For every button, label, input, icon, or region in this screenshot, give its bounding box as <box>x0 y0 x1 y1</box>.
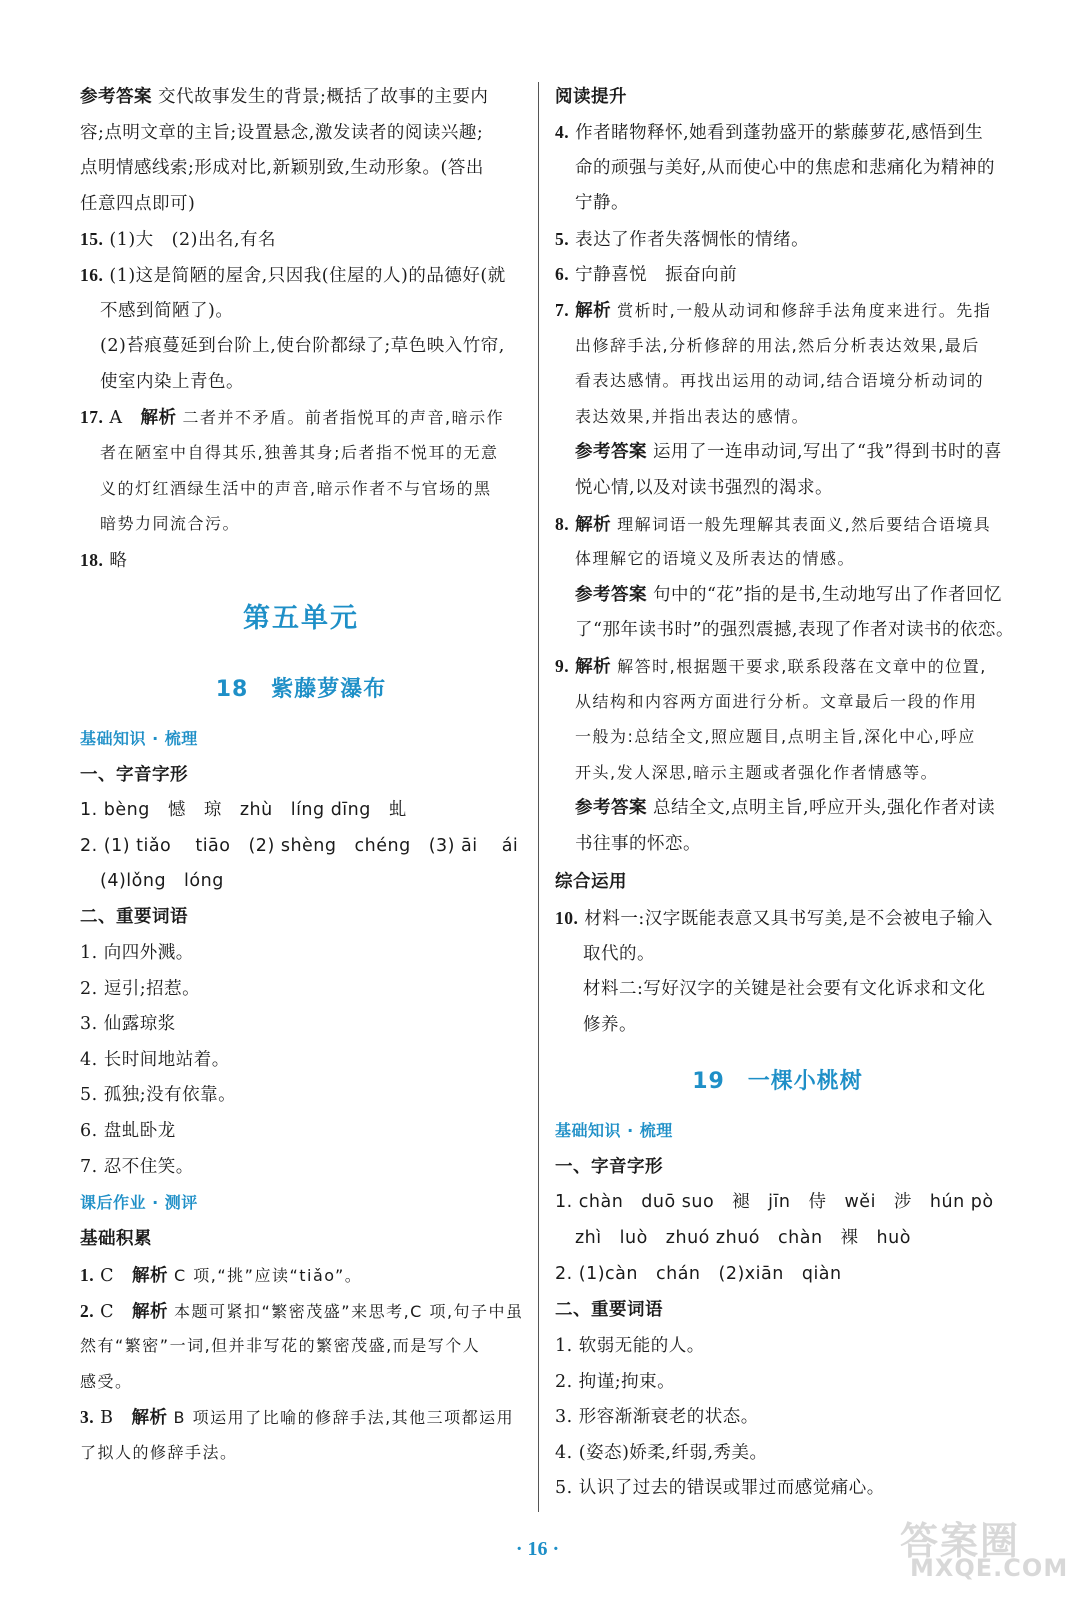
text-line <box>575 619 1014 641</box>
item-number: 3. <box>80 1407 95 1428</box>
subheading-pronunciation-19: 一、字音字形 <box>555 1157 663 1177</box>
analysis-text: 感受。 <box>80 1371 133 1391</box>
keyword-label: 解析 <box>575 301 612 321</box>
answer-text: (2)苔痕蔓延到台阶上,使台阶都绿了;草色映入竹帘, <box>100 336 505 357</box>
keyword-label: 参考答案 <box>575 442 647 463</box>
text-line <box>555 513 1000 536</box>
text-line <box>80 1406 522 1429</box>
answer-text: A <box>109 408 141 429</box>
pinyin-answer-19-1: 1. chàn duō suo 褪 jīn 侍 wěi 涉 hún pò <box>555 1192 994 1212</box>
vocab-item: 2. 逗引;招惹。 <box>80 978 201 999</box>
text-line <box>575 370 1000 392</box>
text-line <box>555 299 1000 322</box>
answer-text: 容;点明文章的主旨;设置悬念,激发读者的阅读兴趣; <box>80 122 484 143</box>
item-number: 6. <box>555 264 570 285</box>
vocab-item: 4. (姿态)娇柔,纤弱,秀美。 <box>555 1442 768 1463</box>
item-number: 17. <box>80 407 104 428</box>
text-line <box>575 441 1000 463</box>
pinyin-answer-2-cont: (4)lǒng lóng <box>100 871 224 891</box>
text-line <box>100 371 522 393</box>
text-line <box>80 1371 522 1393</box>
item-number: 16. <box>80 265 104 285</box>
subheading-reading: 阅读提升 <box>555 87 627 107</box>
text-line <box>80 406 522 429</box>
analysis-text: 开头,发人深思,暗示主题或者强化作者情感等。 <box>575 762 939 782</box>
keyword-label: 解析 <box>131 1408 168 1429</box>
text-line <box>575 833 1000 855</box>
answer-text: 运用了一连串动词,写出了“我”得到书时的喜 <box>653 442 1002 463</box>
answer-text: 取代的。 <box>583 943 655 964</box>
analysis-text: 解答时,根据题干要求,联系段落在文章中的位置, <box>617 657 987 676</box>
keyword-label: 参考答案 <box>575 584 647 605</box>
vocab-item: 5. 孤独;没有依靠。 <box>80 1085 237 1106</box>
keyword-label: 解析 <box>132 1266 169 1286</box>
subheading-comprehensive: 综合运用 <box>555 872 627 892</box>
vocab-item: 3. 仙露琼浆 <box>80 1014 176 1035</box>
text-line <box>100 442 522 464</box>
text-line <box>80 86 522 108</box>
pinyin-answer-19-1-cont: zhì luò zhuó zhuó chàn 裸 huò <box>575 1228 911 1248</box>
analysis-text: 体理解它的语境义及所表达的情感。 <box>575 549 856 569</box>
text-line <box>80 193 522 215</box>
lesson-title-18: 18 紫藤萝瀑布 <box>215 677 387 702</box>
text-line <box>583 1014 1000 1036</box>
text-line <box>80 157 522 179</box>
pinyin-answer-2: 2. (1) tiǎo tiāo (2) shèng chéng (3) āi ái <box>80 836 519 856</box>
text-line <box>575 797 1000 819</box>
answer-text: 了“那年读书时”的强烈震撼,表现了作者对读书的依恋。 <box>575 620 1014 641</box>
text-line <box>80 1442 522 1464</box>
lesson-title-19: 19 一棵小桃树 <box>692 1069 863 1094</box>
vocab-item: 6. 盘虬卧龙 <box>80 1121 176 1141</box>
keyword-label: 解析 <box>575 514 612 535</box>
item-number: 2. <box>80 1300 95 1321</box>
text-line <box>575 335 1000 357</box>
text-line <box>575 477 1000 499</box>
analysis-text: 一般为:总结全文,照应题目,点明主旨,深化中心,呼应 <box>575 727 976 747</box>
item-number: 4. <box>555 122 570 142</box>
text-line <box>555 263 1000 286</box>
item-number: 7. <box>555 300 570 320</box>
watermark-url: MXQE.COM <box>910 1554 1069 1582</box>
text-line <box>555 655 1000 678</box>
text-line <box>555 121 1000 144</box>
vocab-item: 7. 忍不住笑。 <box>80 1156 194 1177</box>
answer-text: 点明情感线索;形成对比,新颖别致,生动形象。(答出 <box>80 158 484 179</box>
pinyin-answer-1: 1. bèng 憾 琼 zhù líng dīng 虬 <box>80 800 407 820</box>
column-divider <box>538 82 539 1512</box>
text-line <box>555 907 1000 930</box>
vocab-item: 4. 长时间地站着。 <box>80 1049 230 1070</box>
text-line <box>100 300 522 322</box>
text-line <box>80 122 522 144</box>
text-line <box>80 1335 522 1357</box>
analysis-text: 义的灯红酒绿生活中的声音,暗示作者不与官场的黑 <box>100 478 492 498</box>
vocab-item: 2. 拘谨;拘束。 <box>555 1371 676 1392</box>
keyword-label: 参考答案 <box>575 798 647 819</box>
answer-text: 句中的“花”指的是书,生动地写出了作者回忆 <box>653 584 1002 605</box>
text-line <box>575 157 1000 179</box>
analysis-text: 理解词语一般先理解其表面义,然后要结合语境具 <box>617 514 992 534</box>
answer-text: 命的顽强与美好,从而使心中的焦虑和悲痛化为精神的 <box>575 157 996 178</box>
subheading-vocabulary-19: 二、重要词语 <box>555 1300 663 1320</box>
text-line <box>583 943 1000 965</box>
answer-text: 书往事的怀恋。 <box>575 834 701 854</box>
answer-text: 宁静。 <box>575 193 629 214</box>
answer-text: 略 <box>109 550 128 571</box>
item-number: 9. <box>555 656 570 676</box>
text-line <box>575 762 1000 784</box>
text-line <box>80 549 522 572</box>
item-number: 10. <box>555 908 579 928</box>
analysis-text: 赏析时,一般从动词和修辞手法角度来进行。先指 <box>617 301 992 320</box>
text-line <box>575 406 1000 428</box>
answer-text: 交代故事发生的背景;概括了故事的主要内 <box>158 87 489 107</box>
analysis-text: 了拟人的修辞手法。 <box>80 1443 238 1462</box>
text-line <box>80 1300 522 1323</box>
item-number: 5. <box>555 228 570 249</box>
answer-text: 悦心情,以及对读书强烈的渴求。 <box>575 478 834 498</box>
item-number: 8. <box>555 513 570 534</box>
text-line <box>80 1264 522 1287</box>
analysis-text: 二者并不矛盾。前者指悦耳的声音,暗示作 <box>182 408 505 428</box>
answer-text: 总结全文,点明主旨,呼应开头,强化作者对读 <box>653 798 996 819</box>
item-number: 18. <box>80 549 104 570</box>
analysis-text: 看表达感情。再找出运用的动词,结合语境分析动词的 <box>575 371 985 391</box>
text-line <box>80 264 522 287</box>
text-line <box>555 228 1000 251</box>
answer-text: C <box>100 1301 133 1322</box>
watermark <box>900 1510 1069 1590</box>
text-line <box>575 691 1000 713</box>
answer-text: 任意四点即可) <box>80 193 196 214</box>
text-line <box>100 478 522 500</box>
analysis-text: 暗势力同流合污。 <box>100 514 241 534</box>
watermark-logo-text: 答案圈 <box>900 1519 1021 1563</box>
vocab-item: 5. 认识了过去的错误或罪过而感觉痛心。 <box>555 1478 885 1499</box>
answer-text: 宁静喜悦 振奋向前 <box>575 265 738 286</box>
answer-text: C <box>100 1266 133 1286</box>
section-homework: 课后作业 · 测评 <box>80 1193 198 1212</box>
answer-text: 修养。 <box>583 1014 637 1035</box>
vocab-item: 1. 软弱无能的人。 <box>555 1336 705 1356</box>
text-line <box>583 978 1000 1000</box>
text-line <box>575 192 1000 214</box>
section-basic-knowledge: 基础知识 · 梳理 <box>80 729 198 748</box>
subheading-vocabulary: 二、重要词语 <box>80 907 188 927</box>
item-number: 15. <box>80 229 104 250</box>
analysis-text: 然有“繁密”一词,但并非写花的繁密茂盛,而是写个人 <box>80 1336 481 1356</box>
answer-text: (1)大 (2)出名,有名 <box>109 230 277 251</box>
text-line <box>100 335 522 357</box>
analysis-text: 出修辞手法,分析修辞的用法,然后分析表达效果,最后 <box>575 335 980 355</box>
analysis-text: 本题可紧扣“繁密茂盛”来思考,C 项,句子中虽 <box>174 1301 524 1321</box>
keyword-label: 解析 <box>132 1301 169 1322</box>
answer-text: B <box>100 1408 132 1429</box>
keyword-label: 解析 <box>140 408 177 429</box>
text-line <box>80 228 522 251</box>
keyword-label: 解析 <box>575 657 612 677</box>
answer-text: 材料二:写好汉字的关键是社会要有文化诉求和文化 <box>583 979 986 1000</box>
subheading-pronunciation: 一、字音字形 <box>80 765 188 785</box>
analysis-text: 表达效果,并指出表达的感情。 <box>575 406 810 426</box>
keyword-label: 参考答案 <box>80 87 152 107</box>
analysis-text: C 项,“挑”应读“tiǎo”。 <box>174 1266 363 1285</box>
answer-text: 材料一:汉字既能表意又具书写美,是不会被电子输入 <box>584 909 993 929</box>
text-line <box>575 548 1000 570</box>
answer-text: (1)这是简陋的屋舍,只因我(住屋的人)的品德好(就 <box>109 266 506 286</box>
answer-text: 表达了作者失落惆怅的情绪。 <box>575 229 810 250</box>
item-number: 1. <box>80 1265 95 1285</box>
vocab-item: 3. 形容渐渐衰老的状态。 <box>555 1407 759 1428</box>
answer-text: 作者睹物释怀,她看到蓬勃盛开的紫藤萝花,感悟到生 <box>575 123 984 143</box>
analysis-text: 者在陋室中自得其乐,独善其身;后者指不悦耳的无意 <box>100 443 499 462</box>
text-line <box>575 726 1000 748</box>
unit-title: 第五单元 <box>243 603 359 634</box>
text-line <box>575 584 1000 606</box>
answer-text: 不感到简陋了)。 <box>100 300 234 321</box>
subheading-basic-accumulation: 基础积累 <box>80 1229 152 1249</box>
answer-text: 使室内染上青色。 <box>100 371 244 392</box>
analysis-text: 从结构和内容两方面进行分析。文章最后一段的作用 <box>575 691 978 711</box>
pinyin-answer-19-2: 2. (1)càn chán (2)xiān qiàn <box>555 1264 842 1284</box>
vocab-item: 1. 向四外溅。 <box>80 943 194 963</box>
section-basic-knowledge-19: 基础知识 · 梳理 <box>555 1121 673 1140</box>
page-number: · 16 · <box>515 1538 560 1560</box>
analysis-text: B 项运用了比喻的修辞手法,其他三项都运用 <box>173 1408 515 1428</box>
text-line <box>100 513 522 535</box>
